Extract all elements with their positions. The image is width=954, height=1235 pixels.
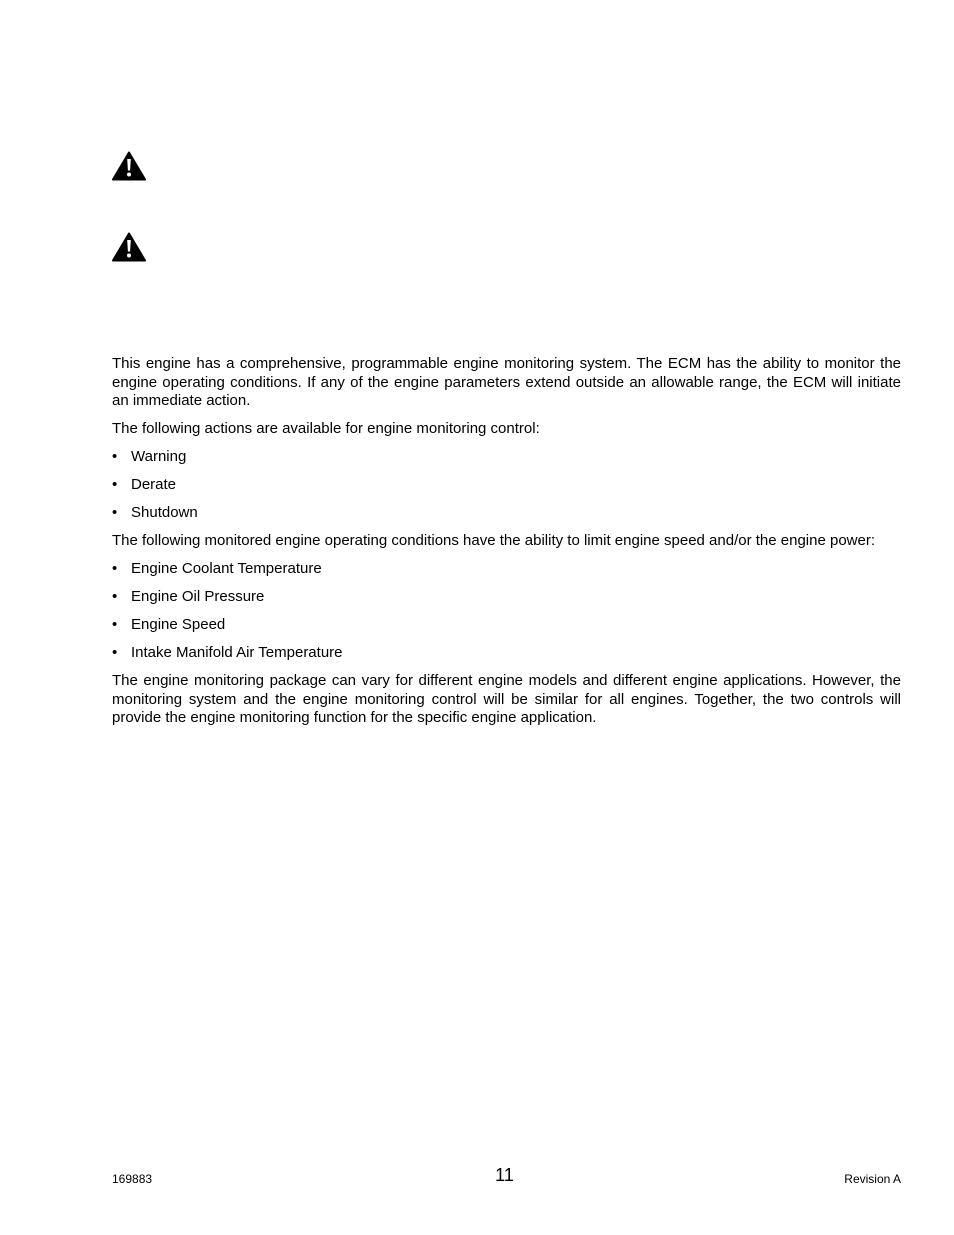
bullet-icon: • bbox=[112, 644, 118, 661]
body-content bbox=[112, 355, 901, 737]
list-item-label: Engine Coolant Temperature bbox=[131, 560, 322, 577]
warning-triangle-icon bbox=[112, 151, 146, 181]
list-item bbox=[112, 504, 901, 523]
list-item bbox=[112, 476, 901, 495]
conditions-list bbox=[112, 560, 901, 663]
list-item-label: Derate bbox=[131, 476, 177, 493]
page-footer bbox=[112, 1165, 901, 1189]
bullet-icon: • bbox=[112, 588, 118, 605]
list-item bbox=[112, 644, 901, 663]
list-item bbox=[112, 560, 901, 579]
bullet-icon: • bbox=[112, 560, 118, 577]
bullet-icon: • bbox=[112, 616, 118, 633]
warning-triangle-icon bbox=[112, 232, 146, 262]
list-item-label: Warning bbox=[131, 448, 187, 465]
list-item-label: Intake Manifold Air Temperature bbox=[131, 644, 343, 661]
bullet-icon: • bbox=[112, 448, 118, 465]
list-item bbox=[112, 448, 901, 467]
bullet-icon: • bbox=[112, 476, 118, 493]
actions-list bbox=[112, 448, 901, 523]
list-item bbox=[112, 616, 901, 635]
list-item-label: Engine Oil Pressure bbox=[131, 588, 265, 605]
intro-paragraph: This engine has a comprehensive, programmable engine monitoring system. The ECM has the ability to monitor the engine operating conditions. If any of the engine parameters extend outside an allowable range, the ECM will initiate an immediate action. bbox=[112, 355, 901, 409]
closing-paragraph: The engine monitoring package can vary for different engine models and different engine applications. However, the monitoring system and the engine monitoring control will be similar for all engines. Together, the two controls will provide the engine monitoring function for the specific engine application. bbox=[112, 672, 901, 726]
revision-label: Revision A bbox=[844, 1172, 901, 1186]
bullet-icon: • bbox=[112, 504, 118, 521]
list-item bbox=[112, 588, 901, 607]
list-item-label: Engine Speed bbox=[131, 616, 226, 633]
actions-intro: The following actions are available for engine monitoring control: bbox=[112, 420, 540, 437]
document-number: 169883 bbox=[112, 1172, 153, 1186]
list-item-label: Shutdown bbox=[131, 504, 198, 521]
conditions-intro: The following monitored engine operating conditions have the ability to limit engine speed and/or the engine power: bbox=[112, 532, 875, 549]
page-number: 11 bbox=[495, 1165, 514, 1185]
